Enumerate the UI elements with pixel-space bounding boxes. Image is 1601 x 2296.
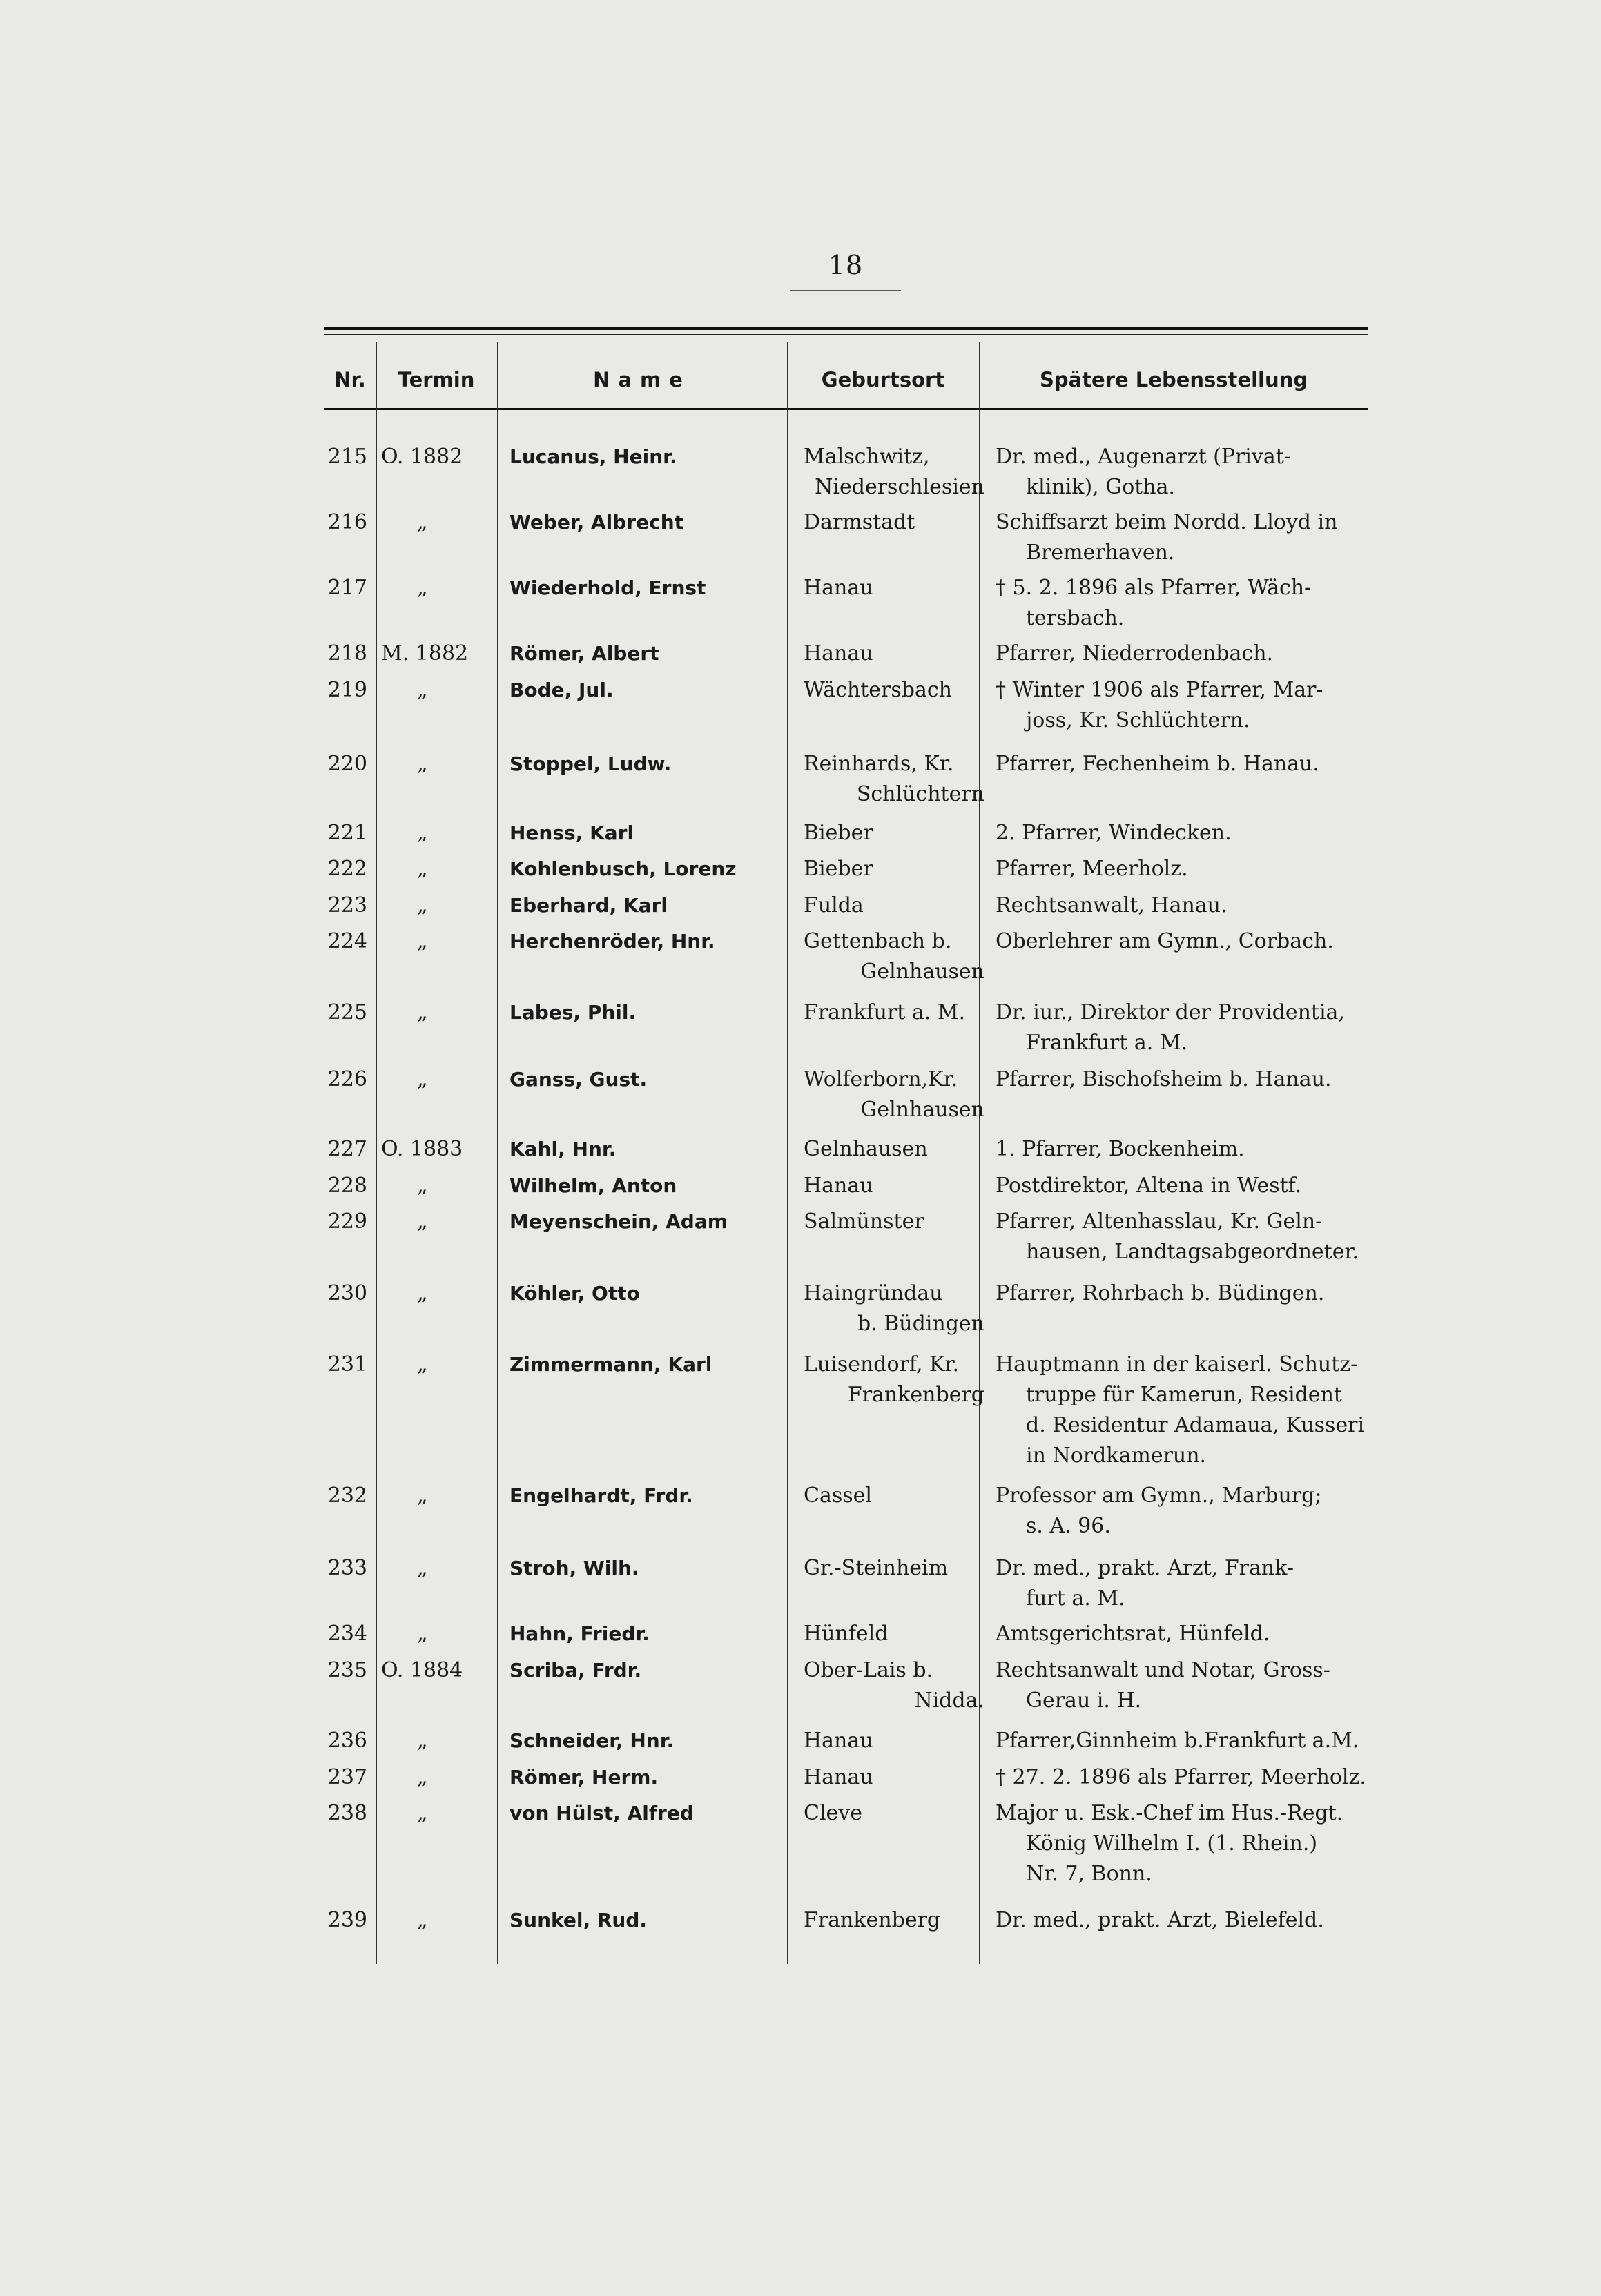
row-lebensstellung	[996, 1762, 1371, 1793]
row-nr: 216	[327, 510, 367, 534]
row-nr: 233	[327, 1556, 367, 1580]
row-geburtsort	[804, 749, 984, 810]
row-nr: 232	[327, 1483, 367, 1508]
row-nr: 234	[327, 1622, 367, 1646]
row-nr: 227	[327, 1137, 367, 1161]
geburtsort-line: Darmstadt	[804, 510, 915, 534]
lebensstellung-line: Dr. med., prakt. Arzt, Frank-	[996, 1556, 1294, 1580]
lebensstellung-line: furt a. M.	[1026, 1586, 1125, 1611]
geburtsort-line: Cassel	[804, 1483, 872, 1508]
row-lebensstellung	[996, 1655, 1371, 1716]
row-nr: 238	[327, 1801, 367, 1825]
geburtsort-line: Haingründau	[804, 1281, 943, 1305]
row-geburtsort	[804, 926, 984, 987]
geburtsort-line: Salmünster	[804, 1209, 924, 1234]
row-name: Ganss, Gust.	[510, 1068, 648, 1091]
row-name: Köhler, Otto	[510, 1282, 640, 1305]
row-name: Stoppel, Ludw.	[510, 752, 672, 775]
row-termin: „	[417, 1352, 428, 1376]
page-number: 18	[828, 250, 864, 280]
row-lebensstellung	[996, 1064, 1371, 1095]
row-termin: „	[417, 1908, 428, 1932]
lebensstellung-line: 2. Pfarrer, Windecken.	[996, 821, 1232, 845]
row-name: Lucanus, Heinr.	[510, 445, 677, 468]
row-nr: 222	[327, 857, 367, 881]
geburtsort-line: Hanau	[804, 1729, 873, 1753]
row-lebensstellung	[996, 1207, 1371, 1267]
row-lebensstellung	[996, 1171, 1371, 1201]
row-termin: M. 1882	[381, 641, 469, 665]
row-name: Hahn, Friedr.	[510, 1622, 650, 1645]
row-name: Stroh, Wilh.	[510, 1557, 639, 1579]
geburtsort-line: Hanau	[804, 641, 873, 665]
row-nr: 226	[327, 1067, 367, 1091]
row-termin: „	[417, 576, 428, 600]
row-termin: „	[417, 929, 428, 953]
geburtsort-line: Bieber	[804, 821, 873, 845]
lebensstellung-line: Dr. med., Augenarzt (Privat-	[996, 445, 1291, 469]
lebensstellung-line: joss, Kr. Schlüchtern.	[1026, 708, 1250, 732]
row-lebensstellung	[996, 854, 1371, 884]
lebensstellung-line: 1. Pfarrer, Bockenheim.	[996, 1137, 1245, 1161]
row-nr: 229	[327, 1209, 367, 1234]
lebensstellung-line: truppe für Kamerun, Resident	[1026, 1383, 1342, 1407]
geburtsort-line: Frankenberg	[847, 1383, 984, 1407]
lebensstellung-line: Frankfurt a. M.	[1026, 1031, 1188, 1055]
row-nr: 225	[327, 1000, 367, 1024]
lebensstellung-line: Professor am Gymn., Marburg;	[996, 1483, 1322, 1508]
lebensstellung-line: † 5. 2. 1896 als Pfarrer, Wäch-	[996, 576, 1312, 600]
geburtsort-line: Gelnhausen	[860, 960, 984, 984]
lebensstellung-line: Pfarrer, Bischofsheim b. Hanau.	[996, 1067, 1332, 1091]
row-nr: 223	[327, 893, 367, 917]
lebensstellung-line: s. A. 96.	[1026, 1514, 1111, 1538]
geburtsort-line: Schlüchtern	[856, 782, 984, 806]
row-geburtsort	[804, 442, 984, 503]
row-geburtsort	[804, 507, 984, 538]
row-name: von Hülst, Alfred	[510, 1802, 694, 1825]
row-geburtsort	[804, 639, 984, 669]
row-name: Weber, Albrecht	[510, 511, 684, 534]
table-top-rule-thin	[324, 334, 1368, 335]
row-termin: „	[417, 752, 428, 776]
row-geburtsort	[804, 854, 984, 884]
row-geburtsort	[804, 1762, 984, 1793]
row-nr: 221	[327, 821, 367, 845]
geburtsort-line: Niederschlesien	[815, 475, 984, 499]
lebensstellung-line: d. Residentur Adamaua, Kusseri	[1026, 1413, 1365, 1437]
row-geburtsort	[804, 1350, 984, 1410]
row-geburtsort	[804, 1553, 984, 1584]
row-geburtsort	[804, 1134, 984, 1165]
row-geburtsort	[804, 998, 984, 1028]
lebensstellung-line: König Wilhelm I. (1. Rhein.)	[1026, 1831, 1318, 1856]
lebensstellung-line: Pfarrer,Ginnheim b.Frankfurt a.M.	[996, 1729, 1359, 1753]
row-lebensstellung	[996, 926, 1371, 957]
page-number-underline	[790, 290, 901, 291]
row-termin: „	[417, 510, 428, 534]
row-termin: „	[417, 1729, 428, 1753]
row-name: Römer, Herm.	[510, 1766, 659, 1789]
lebensstellung-line: Major u. Esk.-Chef im Hus.-Regt.	[996, 1801, 1343, 1825]
lebensstellung-line: Pfarrer, Fechenheim b. Hanau.	[996, 752, 1319, 776]
row-termin: „	[417, 821, 428, 845]
geburtsort-line: Frankenberg	[804, 1908, 941, 1932]
row-termin: „	[417, 1067, 428, 1091]
geburtsort-line: b. Büdingen	[857, 1312, 984, 1336]
lebensstellung-line: hausen, Landtagsabgeordneter.	[1026, 1240, 1359, 1264]
row-termin: „	[417, 1483, 428, 1508]
row-lebensstellung	[996, 507, 1371, 568]
lebensstellung-line: † 27. 2. 1896 als Pfarrer, Meerholz.	[996, 1765, 1366, 1789]
geburtsort-line: Gelnhausen	[860, 1098, 984, 1122]
row-name: Eberhard, Karl	[510, 894, 668, 917]
lebensstellung-line: Dr. iur., Direktor der Providentia,	[996, 1000, 1345, 1024]
row-name: Henss, Karl	[510, 821, 634, 844]
row-nr: 236	[327, 1729, 367, 1753]
lebensstellung-line: Hauptmann in der kaiserl. Schutz-	[996, 1352, 1358, 1376]
row-nr: 230	[327, 1281, 367, 1305]
row-name: Bode, Jul.	[510, 679, 614, 701]
row-lebensstellung	[996, 639, 1371, 669]
lebensstellung-line: Nr. 7, Bonn.	[1026, 1862, 1152, 1886]
row-nr: 220	[327, 752, 367, 776]
column-divider-termin	[497, 342, 498, 1964]
row-lebensstellung	[996, 891, 1371, 921]
row-termin: „	[417, 1556, 428, 1580]
row-nr: 231	[327, 1352, 367, 1376]
row-termin: „	[417, 1622, 428, 1646]
geburtsort-line: Ober-Lais b.	[804, 1658, 933, 1682]
column-divider-nr	[376, 342, 377, 1964]
row-termin: O. 1882	[381, 445, 463, 469]
row-lebensstellung	[996, 1726, 1371, 1756]
row-lebensstellung	[996, 749, 1371, 779]
row-nr: 235	[327, 1658, 367, 1682]
row-termin: O. 1884	[381, 1658, 463, 1682]
row-name: Labes, Phil.	[510, 1001, 637, 1024]
geburtsort-line: Reinhards, Kr.	[804, 752, 954, 776]
row-geburtsort	[804, 818, 984, 848]
geburtsort-line: Fulda	[804, 893, 864, 917]
lebensstellung-line: Bremerhaven.	[1026, 541, 1175, 565]
row-geburtsort	[804, 1726, 984, 1756]
row-name: Herchenröder, Hnr.	[510, 930, 715, 953]
lebensstellung-line: Gerau i. H.	[1026, 1689, 1142, 1713]
geburtsort-line: Malschwitz,	[804, 445, 930, 469]
row-lebensstellung	[996, 1350, 1371, 1471]
geburtsort-line: Gr.-Steinheim	[804, 1556, 949, 1580]
row-termin: „	[417, 678, 428, 702]
geburtsort-line: Hanau	[804, 1174, 873, 1198]
row-name: Kahl, Hnr.	[510, 1138, 617, 1160]
row-termin: „	[417, 1174, 428, 1198]
lebensstellung-line: tersbach.	[1026, 606, 1125, 630]
header-geburtsort: Geburtsort	[821, 368, 945, 391]
geburtsort-line: Luisendorf, Kr.	[804, 1352, 960, 1376]
row-geburtsort	[804, 1278, 984, 1339]
row-lebensstellung	[996, 818, 1371, 848]
row-geburtsort	[804, 675, 984, 706]
table-top-rule	[324, 327, 1368, 330]
geburtsort-line: Wolferborn,Kr.	[804, 1067, 958, 1091]
lebensstellung-line: Pfarrer, Meerholz.	[996, 857, 1188, 881]
geburtsort-line: Wächtersbach	[804, 678, 952, 702]
row-termin: O. 1883	[381, 1137, 463, 1161]
geburtsort-line: Bieber	[804, 857, 873, 881]
row-geburtsort	[804, 891, 984, 921]
lebensstellung-line: Postdirektor, Altena in Westf.	[996, 1174, 1302, 1198]
lebensstellung-line: Rechtsanwalt, Hanau.	[996, 893, 1228, 917]
lebensstellung-line: klinik), Gotha.	[1026, 475, 1176, 499]
row-geburtsort	[804, 1655, 984, 1716]
row-lebensstellung	[996, 573, 1371, 634]
lebensstellung-line: Pfarrer, Altenhasslau, Kr. Geln-	[996, 1209, 1323, 1234]
geburtsort-line: Hünfeld	[804, 1622, 889, 1646]
geburtsort-line: Hanau	[804, 576, 873, 600]
row-name: Wiederhold, Ernst	[510, 576, 706, 599]
geburtsort-line: Cleve	[804, 1801, 863, 1825]
row-nr: 224	[327, 929, 367, 953]
row-geburtsort	[804, 573, 984, 603]
row-termin: „	[417, 857, 428, 881]
row-geburtsort	[804, 1619, 984, 1649]
row-geburtsort	[804, 1798, 984, 1829]
row-nr: 217	[327, 576, 367, 600]
geburtsort-line: Hanau	[804, 1765, 873, 1789]
row-lebensstellung	[996, 1481, 1371, 1541]
row-lebensstellung	[996, 1798, 1371, 1889]
row-lebensstellung	[996, 1553, 1371, 1614]
row-name: Meyenschein, Adam	[510, 1210, 728, 1233]
row-geburtsort	[804, 1905, 984, 1936]
row-nr: 237	[327, 1765, 367, 1789]
row-lebensstellung	[996, 1619, 1371, 1649]
row-termin: „	[417, 1765, 428, 1789]
row-nr: 215	[327, 445, 367, 469]
lebensstellung-line: Schiffsarzt beim Nordd. Lloyd in	[996, 510, 1338, 534]
row-name: Wilhelm, Anton	[510, 1174, 677, 1197]
row-lebensstellung	[996, 675, 1371, 736]
row-termin: „	[417, 1209, 428, 1234]
lebensstellung-line: Dr. med., prakt. Arzt, Bielefeld.	[996, 1908, 1324, 1932]
row-lebensstellung	[996, 1134, 1371, 1165]
geburtsort-line: Gettenbach b.	[804, 929, 952, 953]
header-name: Name	[593, 368, 691, 391]
row-name: Scriba, Frdr.	[510, 1659, 642, 1682]
lebensstellung-line: in Nordkamerun.	[1026, 1443, 1207, 1468]
lebensstellung-line: Amtsgerichtsrat, Hünfeld.	[996, 1622, 1270, 1646]
row-termin: „	[417, 1281, 428, 1305]
header-lebensstellung: Spätere Lebensstellung	[1039, 368, 1308, 391]
row-name: Zimmermann, Karl	[510, 1353, 712, 1376]
row-lebensstellung	[996, 998, 1371, 1058]
row-name: Sunkel, Rud.	[510, 1909, 648, 1932]
row-geburtsort	[804, 1481, 984, 1511]
row-lebensstellung	[996, 1278, 1371, 1309]
row-termin: „	[417, 1801, 428, 1825]
column-divider-name	[787, 342, 788, 1964]
lebensstellung-line: Oberlehrer am Gymn., Corbach.	[996, 929, 1334, 953]
lebensstellung-line: † Winter 1906 als Pfarrer, Mar-	[996, 678, 1323, 702]
row-name: Römer, Albert	[510, 642, 659, 665]
row-lebensstellung	[996, 1905, 1371, 1936]
row-name: Engelhardt, Frdr.	[510, 1484, 693, 1507]
row-geburtsort	[804, 1171, 984, 1201]
row-name: Kohlenbusch, Lorenz	[510, 857, 737, 880]
row-nr: 239	[327, 1908, 367, 1932]
row-geburtsort	[804, 1207, 984, 1237]
row-lebensstellung	[996, 442, 1371, 503]
geburtsort-line: Gelnhausen	[804, 1137, 928, 1161]
row-termin: „	[417, 1000, 428, 1024]
row-nr: 218	[327, 641, 367, 665]
geburtsort-line: Frankfurt a. M.	[804, 1000, 966, 1024]
lebensstellung-line: Pfarrer, Niederrodenbach.	[996, 641, 1274, 665]
row-name: Schneider, Hnr.	[510, 1729, 675, 1752]
row-termin: „	[417, 893, 428, 917]
lebensstellung-line: Rechtsanwalt und Notar, Gross-	[996, 1658, 1330, 1682]
header-nr: Nr.	[334, 368, 366, 391]
row-nr: 219	[327, 678, 367, 702]
header-termin: Termin	[398, 368, 475, 391]
row-geburtsort	[804, 1064, 984, 1125]
row-nr: 228	[327, 1174, 367, 1198]
table-header-rule	[324, 408, 1368, 410]
lebensstellung-line: Pfarrer, Rohrbach b. Büdingen.	[996, 1281, 1325, 1305]
geburtsort-line: Nidda.	[914, 1689, 984, 1713]
